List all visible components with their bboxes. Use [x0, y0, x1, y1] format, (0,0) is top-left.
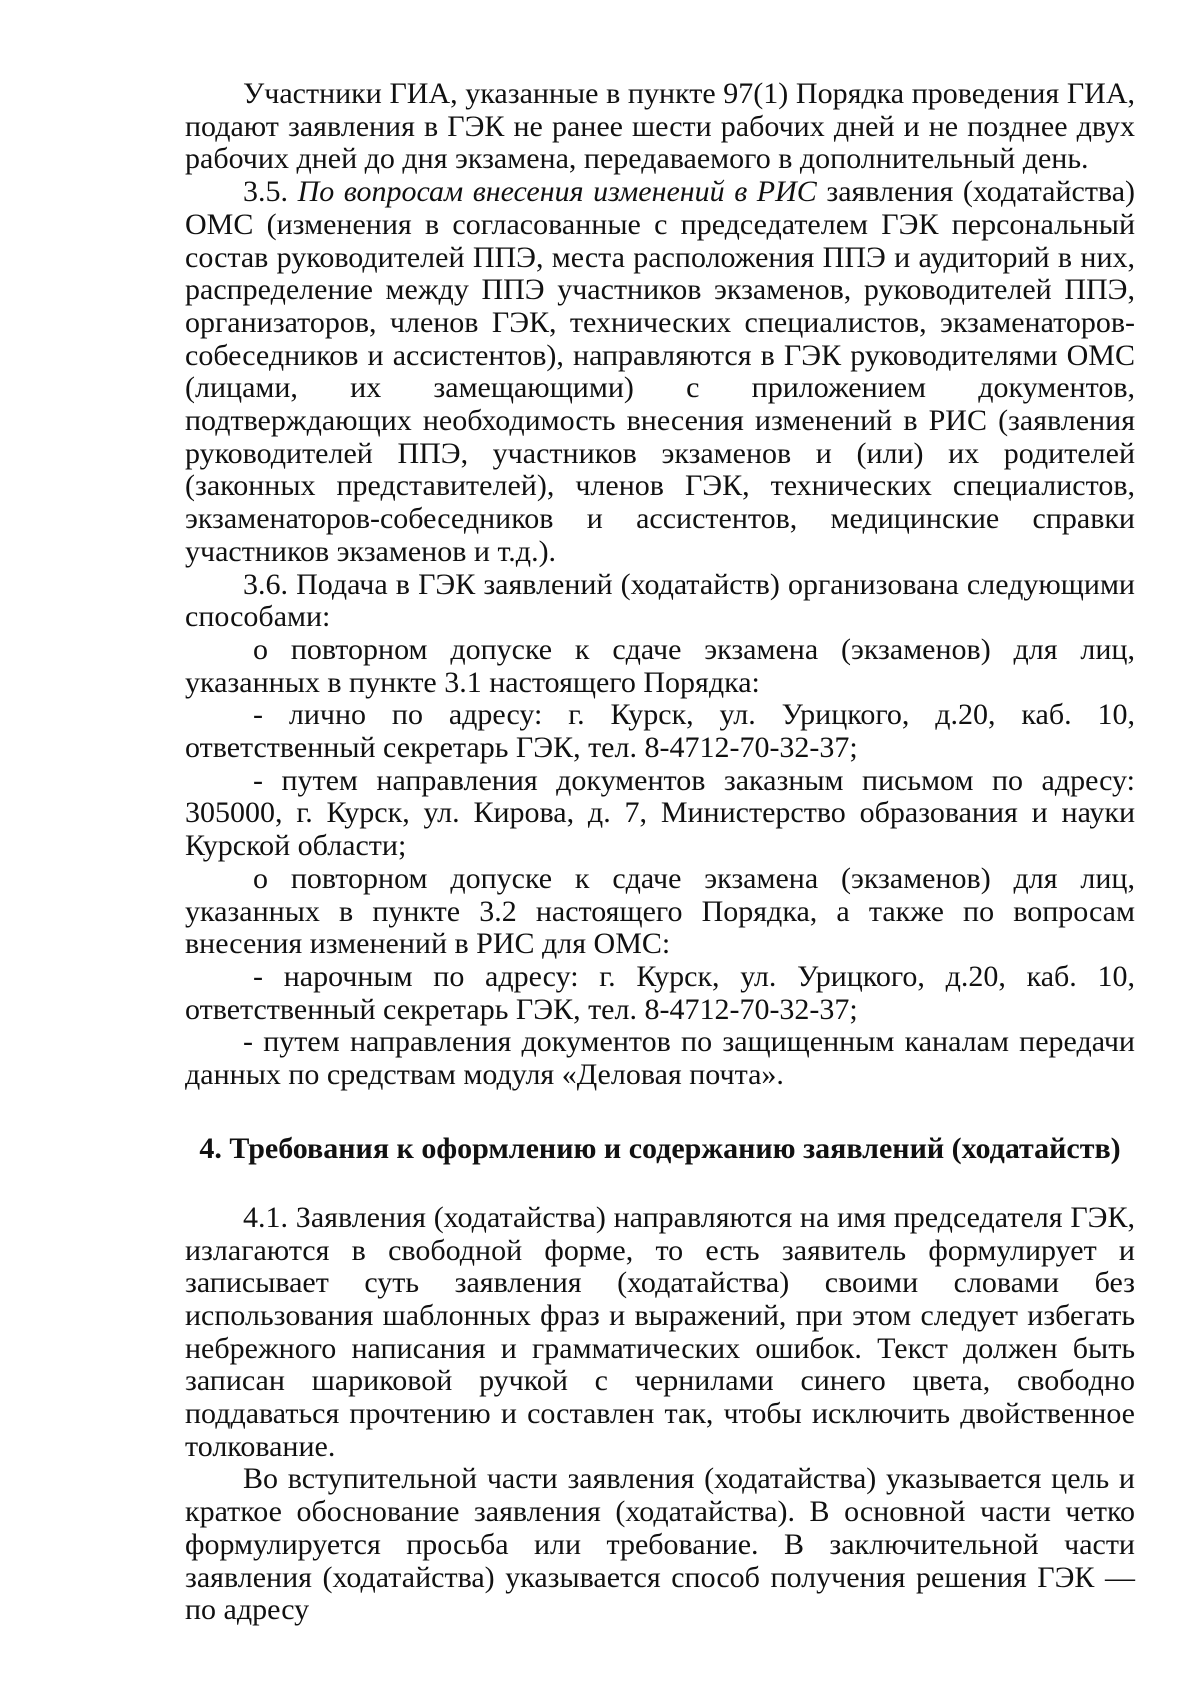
paragraph-3-5 — [185, 176, 1135, 568]
paragraph-4-1: 4.1. Заявления (ходатайства) направляются на имя председателя ГЭК, излагаются в свободной форме, то есть заявитель формулирует и записывает суть заявления (ходатайства) своими словами без использования шаблонных фраз и выражений, при этом следует избегать небрежного написания и грамматических ошибок. Текст должен быть записан шариковой ручкой с чернилами синего цвета, свободно поддаваться прочтению и составлен так, чтобы исключить двойственное толкование. — [185, 1200, 1135, 1463]
paragraph-3-5-number: 3.5. — [243, 175, 298, 209]
paragraph-3-5-text: заявления (ходатайства) ОМС (изменения в согласованные с председателем ГЭК персональный состав руководителей ППЭ, места расположения ППЭ и аудиторий в них, распределение между ППЭ участников экзаменов, руководителей ППЭ, организаторов, членов ГЭК, технических специалистов, экзаменаторов-собеседников и ассистентов), направляются в ГЭК руководителями ОМС (лицами, их замещающими) с приложением документов, подтверждающих необходимость внесения изменений в РИС (заявления руководителей ППЭ, участников экзаменов и (или) их родителей (законных представителей), членов ГЭК, технических специалистов, экзаменаторов-собеседников и ассистентов, медицинские справки участников экзаменов и т.д.). — [185, 175, 1136, 568]
paragraph-3-6: 3.6. Подача в ГЭК заявлений (ходатайств) организована следующими способами: — [185, 567, 1135, 634]
paragraph-registered-mail: - путем направления документов заказным письмом по адресу: 305000, г. Курск, ул. Кирова, д. 7, Министерство образования и науки Курской области; — [185, 763, 1135, 863]
section-heading-4: 4. Требования к оформлению и содержанию заявлений (ходатайств) — [199, 1131, 1121, 1165]
paragraph-3-5-italic: По вопросам внесения изменений в РИС — [297, 175, 817, 209]
paragraph-courier-address: - нарочным по адресу: г. Курск, ул. Урицкого, д.20, каб. 10, ответственный секретарь ГЭК, тел. 8-4712-70-32-37; — [185, 959, 1135, 1026]
paragraph-readmission-3-1: о повторном допуске к сдаче экзамена (экзаменов) для лиц, указанных в пункте 3.1 настоящего Порядка: — [185, 632, 1135, 699]
paragraph-readmission-3-2: о повторном допуске к сдаче экзамена (экзаменов) для лиц, указанных в пункте 3.2 настоящего Порядка, а также по вопросам внесения изменений в РИС для ОМС: — [185, 861, 1135, 961]
paragraph-introductory-part: Во вступительной части заявления (ходатайства) указывается цель и краткое обоснование заявления (ходатайства). В основной части четко формулируется просьба или требование. В заключительной части заявления (ходатайства) указывается способ получения решения ГЭК — по адресу — [185, 1462, 1135, 1627]
document-page — [185, 78, 1135, 1627]
paragraph-participants: Участники ГИА, указанные в пункте 97(1) Порядка проведения ГИА, подают заявления в ГЭК не ранее шести рабочих дней и не позднее двух рабочих дней до дня экзамена, передаваемого в дополнительный день. — [185, 77, 1135, 176]
paragraph-in-person-address: - лично по адресу: г. Курск, ул. Урицкого, д.20, каб. 10, ответственный секретарь ГЭК, тел. 8-4712-70-32-37; — [185, 698, 1135, 765]
paragraph-business-mail: - путем направления документов по защищенным каналам передачи данных по средствам модуля «Деловая почта». — [185, 1025, 1135, 1092]
